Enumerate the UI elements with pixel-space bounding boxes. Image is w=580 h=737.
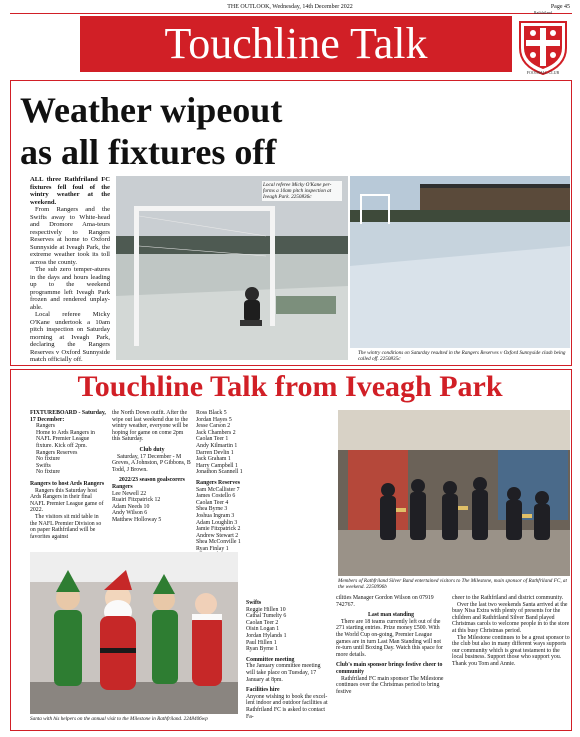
silver-band-caption: Members of Rathfriland Silver Band entertained visitors to The Milestone, main sponsor of Rathfriland FC, at the weekend. 2250996b [338, 578, 567, 590]
referee-photo [116, 176, 348, 360]
reserves-heading: Rangers Reserves [196, 479, 240, 486]
duty-column [112, 410, 192, 524]
crest-top-text: Rathfriland [533, 10, 553, 15]
santa-caption: Santa with his helpers on the annual visit to the Milestone in Rathfriland. 2248406wp [30, 716, 208, 722]
rangers-heading: Rangers [112, 483, 133, 490]
hire-text: Anyone wishing to book the excel-lent indoor and outdoor facilities at Rathfriland FC is asked to contact Fa- [246, 693, 328, 720]
col5-para: The Milestone continues to be a great sponsor to the club but also in many different ways supports our community which is great testament to the local business. Support those who support you. Thank you Tom and Annie. [452, 634, 570, 667]
publication-line: THE OUTLOOK, Wednesday, 14th December 2022 [227, 4, 353, 10]
story1-lead: ALL three Rathfriland FC fixtures fell foul of the wintry weather at the weekend. [30, 176, 110, 206]
scorer: Ryan Finlay 1 [196, 545, 229, 552]
scorer: Jack Chambers 2 [196, 429, 236, 436]
col2-para: the North Down outfit. After the wipe out last weekend due to the wintry weather, everyone will be hoping for game on come 2pm this Saturday. [112, 410, 189, 443]
story1-para: The sub zero temper-atures in the days and hours leading up to the weekend programme left Iveagh Park frozen and rendered unplay-able. [30, 266, 110, 311]
header-rule [10, 13, 572, 14]
club-crest [514, 14, 572, 76]
scorer: Jordan Hylands 1 [246, 632, 287, 639]
santa-photo [30, 552, 238, 714]
fixture-line: No fixture [36, 456, 60, 463]
story1-para: From Rangers and the Swifts away to White-head and Dromore Ama-teurs respectively to Rangers Reserves at home to Oxford Sunnyside at Iveagh Park, the extreme weather took its toll across the county. [30, 206, 110, 266]
sponsor-column [336, 595, 446, 695]
scorer: Adam Needs 10 [112, 503, 150, 510]
committee-heading: Committee meeting [246, 656, 295, 663]
swifts-column [246, 600, 330, 720]
duty-heading: Club duty [139, 446, 165, 453]
story1-headline-line1: Weather wipeout [20, 90, 283, 130]
scorer: Ryan Byrne 1 [246, 646, 278, 653]
scorer: Matthew Holloway 5 [112, 516, 162, 523]
scorers-heading: 2022/23 season goalscorers [119, 477, 185, 484]
fixture-line: Rangers Reserves [36, 449, 78, 456]
scorer: Reggie Hillen 10 [246, 606, 286, 613]
story2-title: Touchline Talk from Iveagh Park [77, 370, 503, 403]
committee-text: The January committee meeting will take place on Tuesday, 17 January at 8pm. [246, 663, 321, 683]
scorer: Ruairi Fitzpatrick 12 [112, 497, 161, 504]
scorer: Sam McCallister 7 [196, 486, 240, 493]
scorer: Jonathon Scannell 1 [196, 469, 243, 476]
sponsor-text: Rathfriland FC main sponsor The Milestone continues over the Christmas period to bring festive [336, 675, 444, 695]
frozen-pitch-caption: The wintry conditions on Saturday resulted in the Rangers Reserves v Oxford Sunnyside clash being called off. 2250835c [358, 350, 566, 362]
scorer: Darren Devlin 1 [196, 449, 234, 456]
community-column [452, 595, 570, 668]
scorer: Andy Kilmartin 1 [196, 442, 238, 449]
scorer: Lee Newell 22 [112, 490, 147, 497]
fixture-line: No fixture [36, 469, 60, 476]
crest-bottom-text: FOOTBALL CLUB [526, 70, 560, 75]
swifts-heading: Swifts [246, 600, 262, 606]
scorer: Jesse Carson 2 [196, 423, 231, 430]
col5-para: cheer to the Rathfriland and district community. [452, 595, 564, 601]
silver-band-photo [338, 410, 570, 576]
scorer: Shea McConville 1 [196, 539, 241, 546]
scorer: Jordan Hayes 5 [196, 416, 232, 423]
scorer: Andy Wilson 6 [112, 510, 148, 517]
host-heading: Rangers to host Ards Rangers [30, 480, 105, 487]
fixture-line: Rangers [36, 423, 55, 430]
story1-headline-line2: as all fixtures off [20, 132, 277, 172]
scorer: Andrew Stewart 2 [196, 532, 239, 539]
hire-heading: Facilities hire [246, 687, 280, 694]
story1-body [30, 176, 110, 364]
frozen-pitch-photo [350, 176, 570, 348]
duty-text: Saturday, 17 December - M Greves, A Johnston, P Gibbons, B Todd, J Brown. [112, 453, 191, 473]
fixtures-column [30, 410, 106, 540]
fixtures-heading: FIXTUREBOARD - Saturday, 17 December: [30, 410, 106, 423]
scorer: Ross Black 5 [196, 410, 227, 416]
scorer: Paul Hillen 1 [246, 639, 277, 646]
fixture-line: Home to Ards Rangers in NAFL Premier League fixture. Kick off 2pm. [36, 429, 95, 449]
section-banner: Touchline Talk [80, 16, 512, 72]
host-para: Rangers this Saturday host Ards Rangers in their final NAFL Premier League game of 2022. [30, 487, 104, 514]
scorer: Caolan Teer 4 [196, 499, 229, 506]
scorer: Caolan Teer 1 [196, 436, 229, 443]
page-number: Page 45 [550, 4, 570, 10]
referee-photo-caption: Local referee Micky O'Kane per-forms a 10am pitch inspection at Iveagh Park. 2250836c [262, 181, 342, 201]
scorer: Shea Byrne 3 [196, 506, 228, 513]
col5-para: Over the last two weekends Santa arrived at the busy Nisa Extra with plenty of presents for the children and Rathfriland Silver Band played Christmas carols to welcome people in to the store at this busy Christmas period. [452, 601, 570, 634]
scorer: Cathal Tumelty 6 [246, 613, 287, 620]
last-man-text: There are 18 teams currently left out of the 271 starting entries. Prize money £500. With the World Cup on-going, Premier League games are in turn Last Man Standing will not re-turn until Boxing Day. Watch this space for more details. [336, 618, 443, 658]
col4-para: cilities Manager Gordon Wilson on 07919 742767. [336, 595, 434, 608]
sponsor-heading: Club's main sponsor brings festive cheer to community [336, 662, 443, 675]
host-para: The visitors sit mid table in the NAFL Premier Division so on paper Rathfriland will be favorites against [30, 513, 102, 540]
scorer: Adam Loughlin 3 [196, 519, 238, 526]
scorer: James Costello 6 [196, 493, 236, 500]
scorer: Jack Graham 1 [196, 456, 231, 463]
scorer: Caolan Teer 2 [246, 619, 279, 626]
last-man-heading: Last man standing [367, 612, 415, 619]
scorer: Harry Campbell 1 [196, 462, 238, 469]
fixture-line: Swifts [36, 462, 51, 469]
scorer: Oisin Logan 1 [246, 626, 280, 633]
scorer: Joshua Ingram 3 [196, 512, 235, 519]
scorer: Jamie Fitzpatrick 2 [196, 526, 241, 533]
story1-para: Local referee Micky O'Kane undertook a 10am pitch inspection on Saturday morning at Iveagh Park, declaring the Rangers Reserves v Oxford Sunnyside match officially off. [30, 311, 110, 363]
